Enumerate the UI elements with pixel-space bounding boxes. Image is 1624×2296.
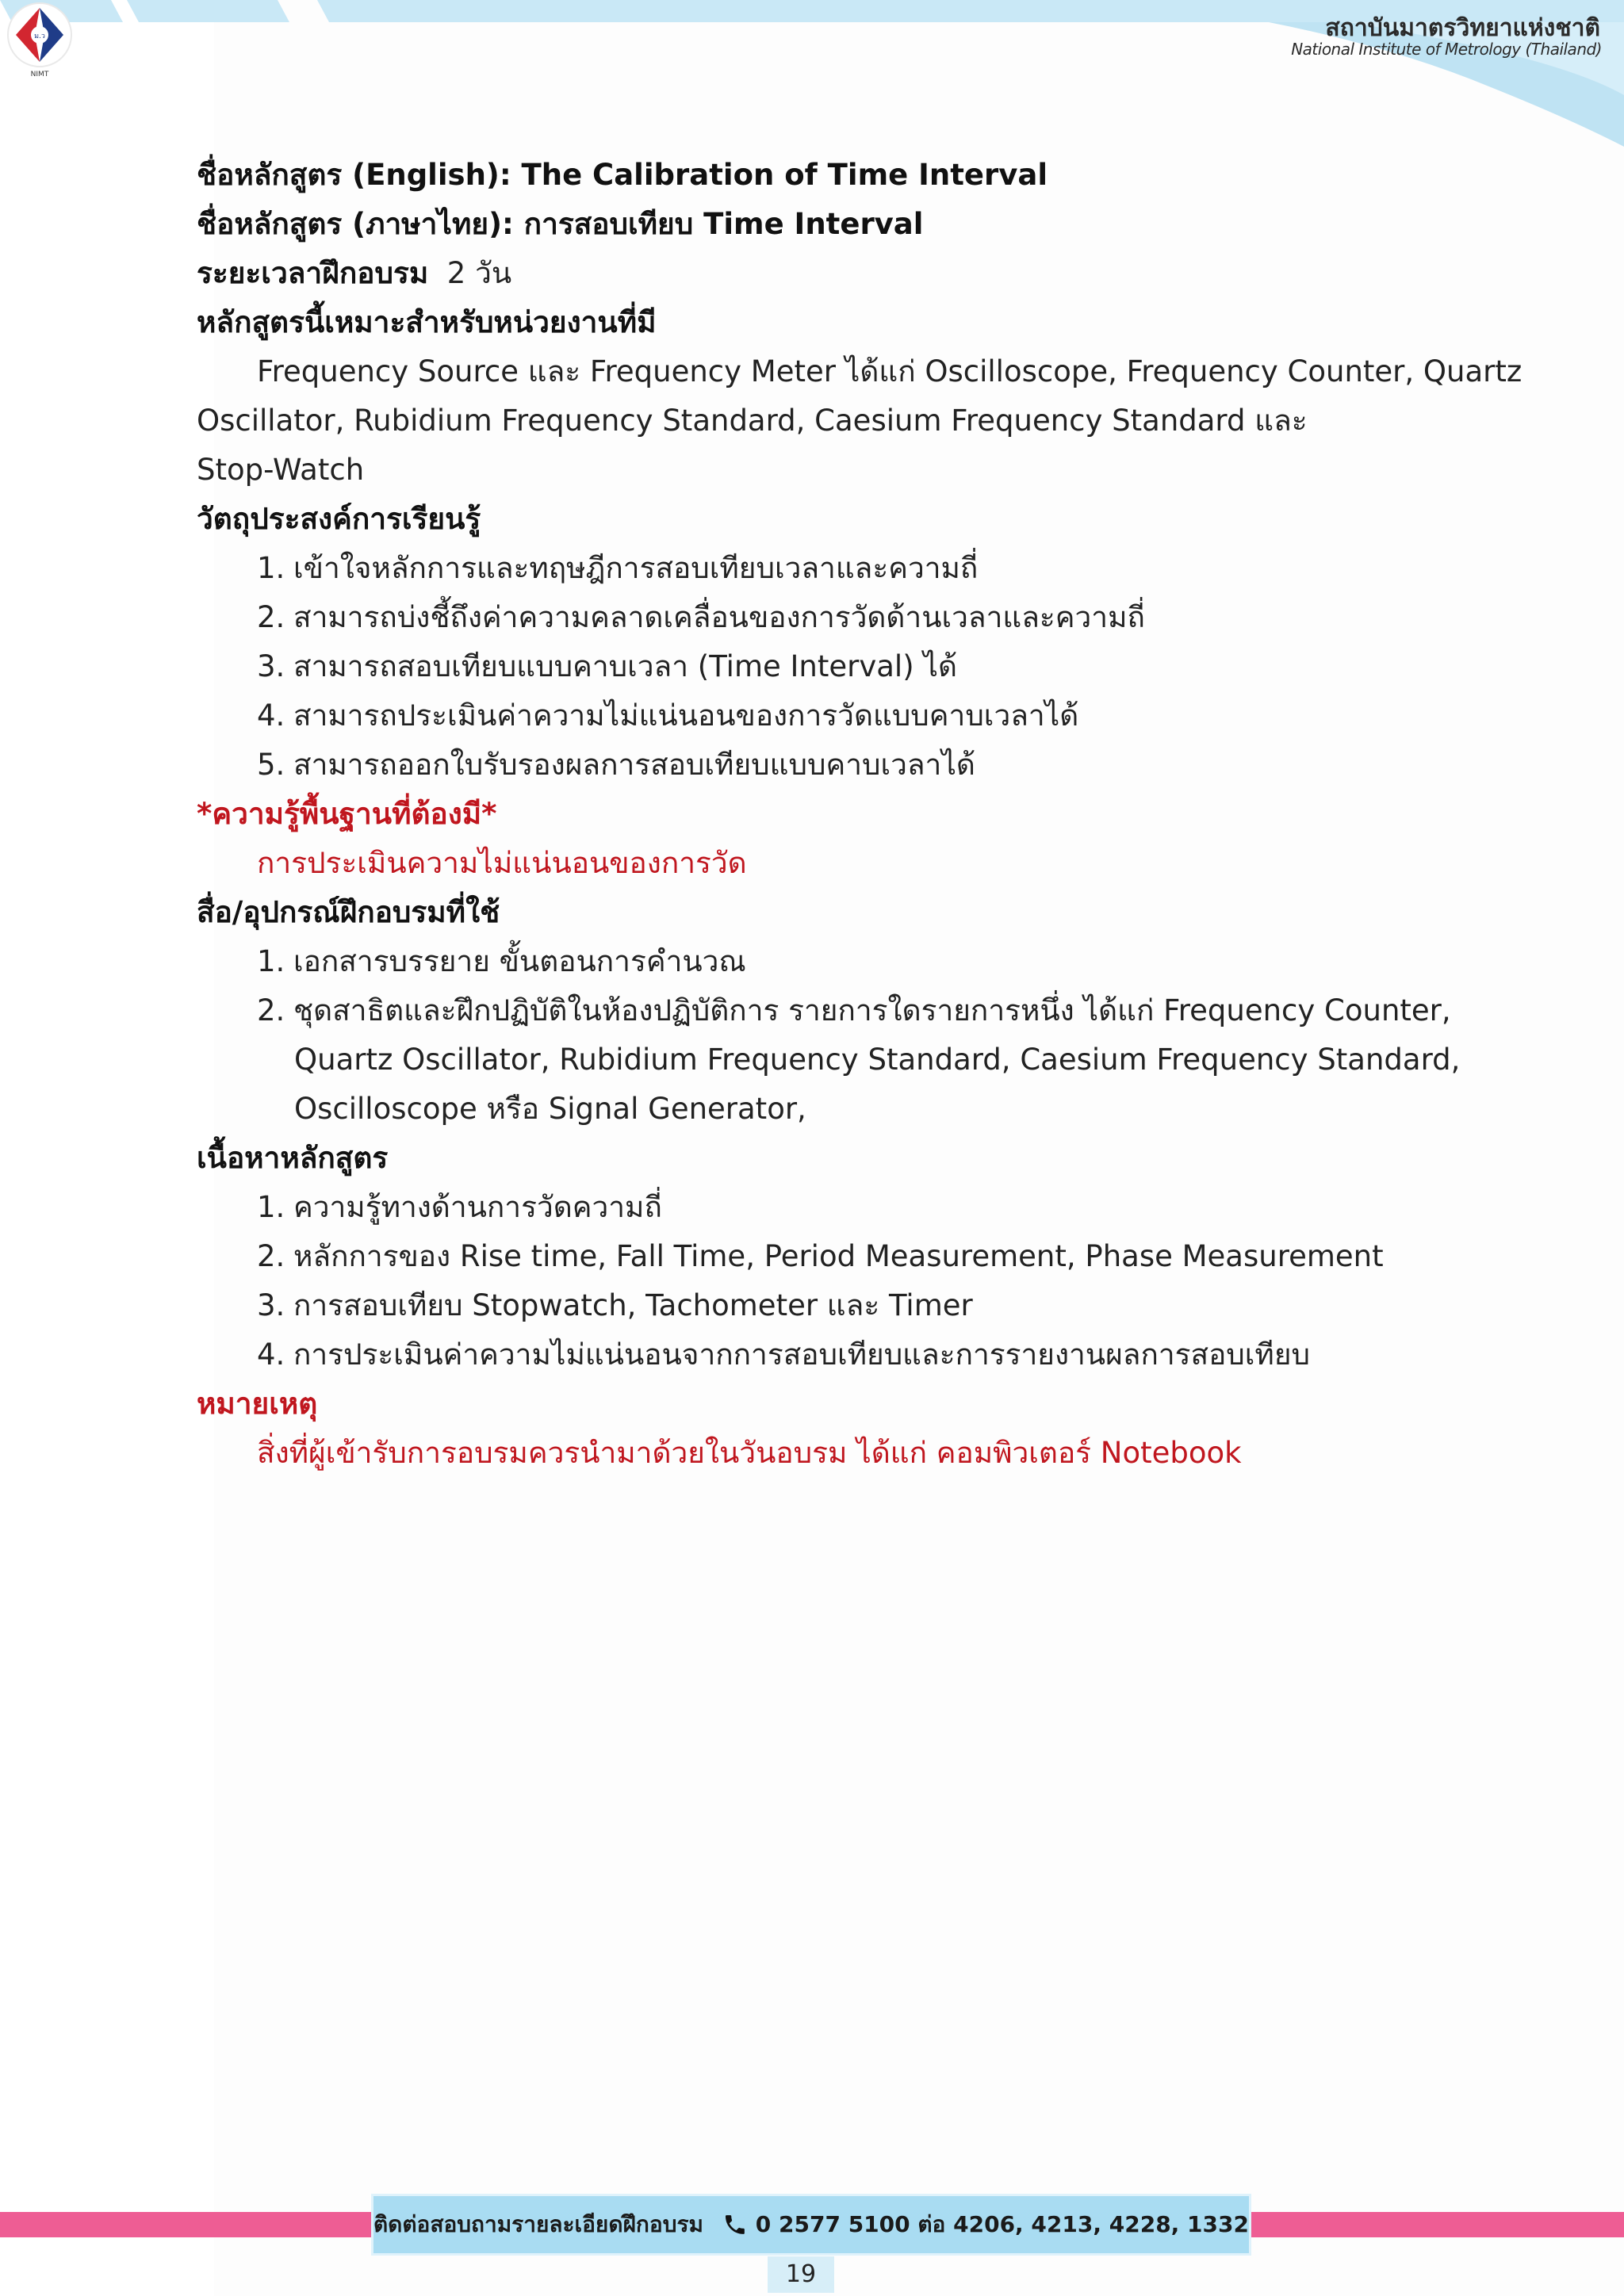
objective-item [197,593,1450,642]
content-text: การสอบเทียบ Stopwatch, Tachometer และ Timer [293,1288,973,1322]
duration-value: 2 วัน [446,256,512,290]
phone-icon [722,2210,748,2240]
list-number: 3. [257,1288,285,1322]
duration-row [197,249,1450,298]
objective-item [197,544,1450,593]
content-text: หลักการของ Rise time, Fall Time, Period Measurement, Phase Measurement [293,1239,1384,1273]
objective-item [197,642,1450,691]
list-number: 2. [257,993,285,1027]
prerequisite-heading: *ความรู้พื้นฐานที่ต้องมี* [197,797,497,831]
suitable-line: Stop-Watch [197,453,365,487]
media-heading: สื่อ/อุปกรณ์ฝึกอบรมที่ใช้ [197,895,500,929]
media-text: ชุดสาธิตและฝึกปฏิบัติในห้องปฏิบัติการ รายการใดรายการหนึ่ง ได้แก่ Frequency Counter, [293,993,1451,1027]
duration-label: ระยะเวลาฝึกอบรม [197,256,429,290]
list-number: 1. [257,1190,285,1224]
course-name-english: ชื่อหลักสูตร (English): The Calibration of Time Interval [197,158,1048,192]
objective-text: สามารถออกใบรับรองผลการสอบเทียบแบบคาบเวลาได้ [293,748,975,782]
media-item [197,986,1450,1035]
svg-text:ม.ว: ม.ว [34,33,45,40]
objective-item [197,740,1450,790]
course-details [197,151,1522,1478]
content-heading: เนื้อหาหลักสูตร [197,1141,389,1175]
nimt-logo-icon [0,0,79,79]
suitable-heading: หลักสูตรนี้เหมาะสำหรับหน่วยงานที่มี [197,305,657,339]
prerequisite-text: การประเมินความไม่แน่นอนของการวัด [257,846,747,880]
objective-text: สามารถประเมินค่าความไม่แน่นอนของการวัดแบบคาบเวลาได้ [293,698,1079,733]
suitable-line: Frequency Source และ Frequency Meter ได้แก่ Oscilloscope, Frequency Counter, Quartz [257,354,1522,388]
contact-phone: 0 2577 5100 ต่อ 4206, 4213, 4228, 1332 [755,2211,1249,2237]
content-text: ความรู้ทางด้านการวัดความถี่ [293,1190,662,1224]
media-item [197,937,1450,986]
content-item [197,1281,1450,1330]
org-name-english: National Institute of Metrology (Thailand) [1291,40,1602,59]
objective-text: สามารถบ่งชี้ถึงค่าความคลาดเคลื่อนของการวัดด้านเวลาและความถี่ [293,600,1145,634]
note-heading: หมายเหตุ [197,1387,318,1421]
course-name-thai: ชื่อหลักสูตร (ภาษาไทย): การสอบเทียบ Time Interval [197,207,924,241]
objective-item [197,691,1450,740]
media-text-continued: Quartz Oscillator, Rubidium Frequency Standard, Caesium Frequency Standard, [294,1043,1461,1077]
contact-label: ติดต่อสอบถามรายละเอียดฝึกอบรม [373,2211,703,2237]
list-number: 2. [257,600,285,634]
logo-small-text: NIMT [30,71,49,78]
list-number: 1. [257,944,285,978]
list-number: 4. [257,698,285,733]
content-item [197,1232,1450,1281]
objective-text: สามารถสอบเทียบแบบคาบเวลา (Time Interval) ได้ [293,649,958,683]
org-name-thai: สถาบันมาตรวิทยาแห่งชาติ [1325,14,1600,42]
suitable-line: Oscillator, Rubidium Frequency Standard, Caesium Frequency Standard และ [197,404,1308,438]
header-band [0,0,1624,151]
content-item [197,1183,1450,1232]
content-item [197,1330,1450,1380]
page-number: 19 [768,2256,834,2293]
list-number: 5. [257,748,285,782]
objectives-heading: วัตถุประสงค์การเรียนรู้ [197,502,481,536]
list-number: 3. [257,649,285,683]
objective-text: เข้าใจหลักการและทฤษฎีการสอบเทียบเวลาและความถี่ [293,551,979,585]
media-text-continued: Oscilloscope หรือ Signal Generator, [294,1092,806,1126]
list-number: 2. [257,1239,285,1273]
list-number: 1. [257,551,285,585]
note-text: สิ่งที่ผู้เข้ารับการอบรมควรนำมาด้วยในวันอบรม ได้แก่ คอมพิวเตอร์ Notebook [257,1436,1242,1470]
list-number: 4. [257,1337,285,1372]
media-text: เอกสารบรรยาย ขั้นตอนการคำนวณ [293,944,746,978]
content-text: การประเมินค่าความไม่แน่นอนจากการสอบเทียบและการรายงานผลการสอบเทียบ [293,1337,1310,1372]
footer-contact-box [371,2194,1251,2256]
